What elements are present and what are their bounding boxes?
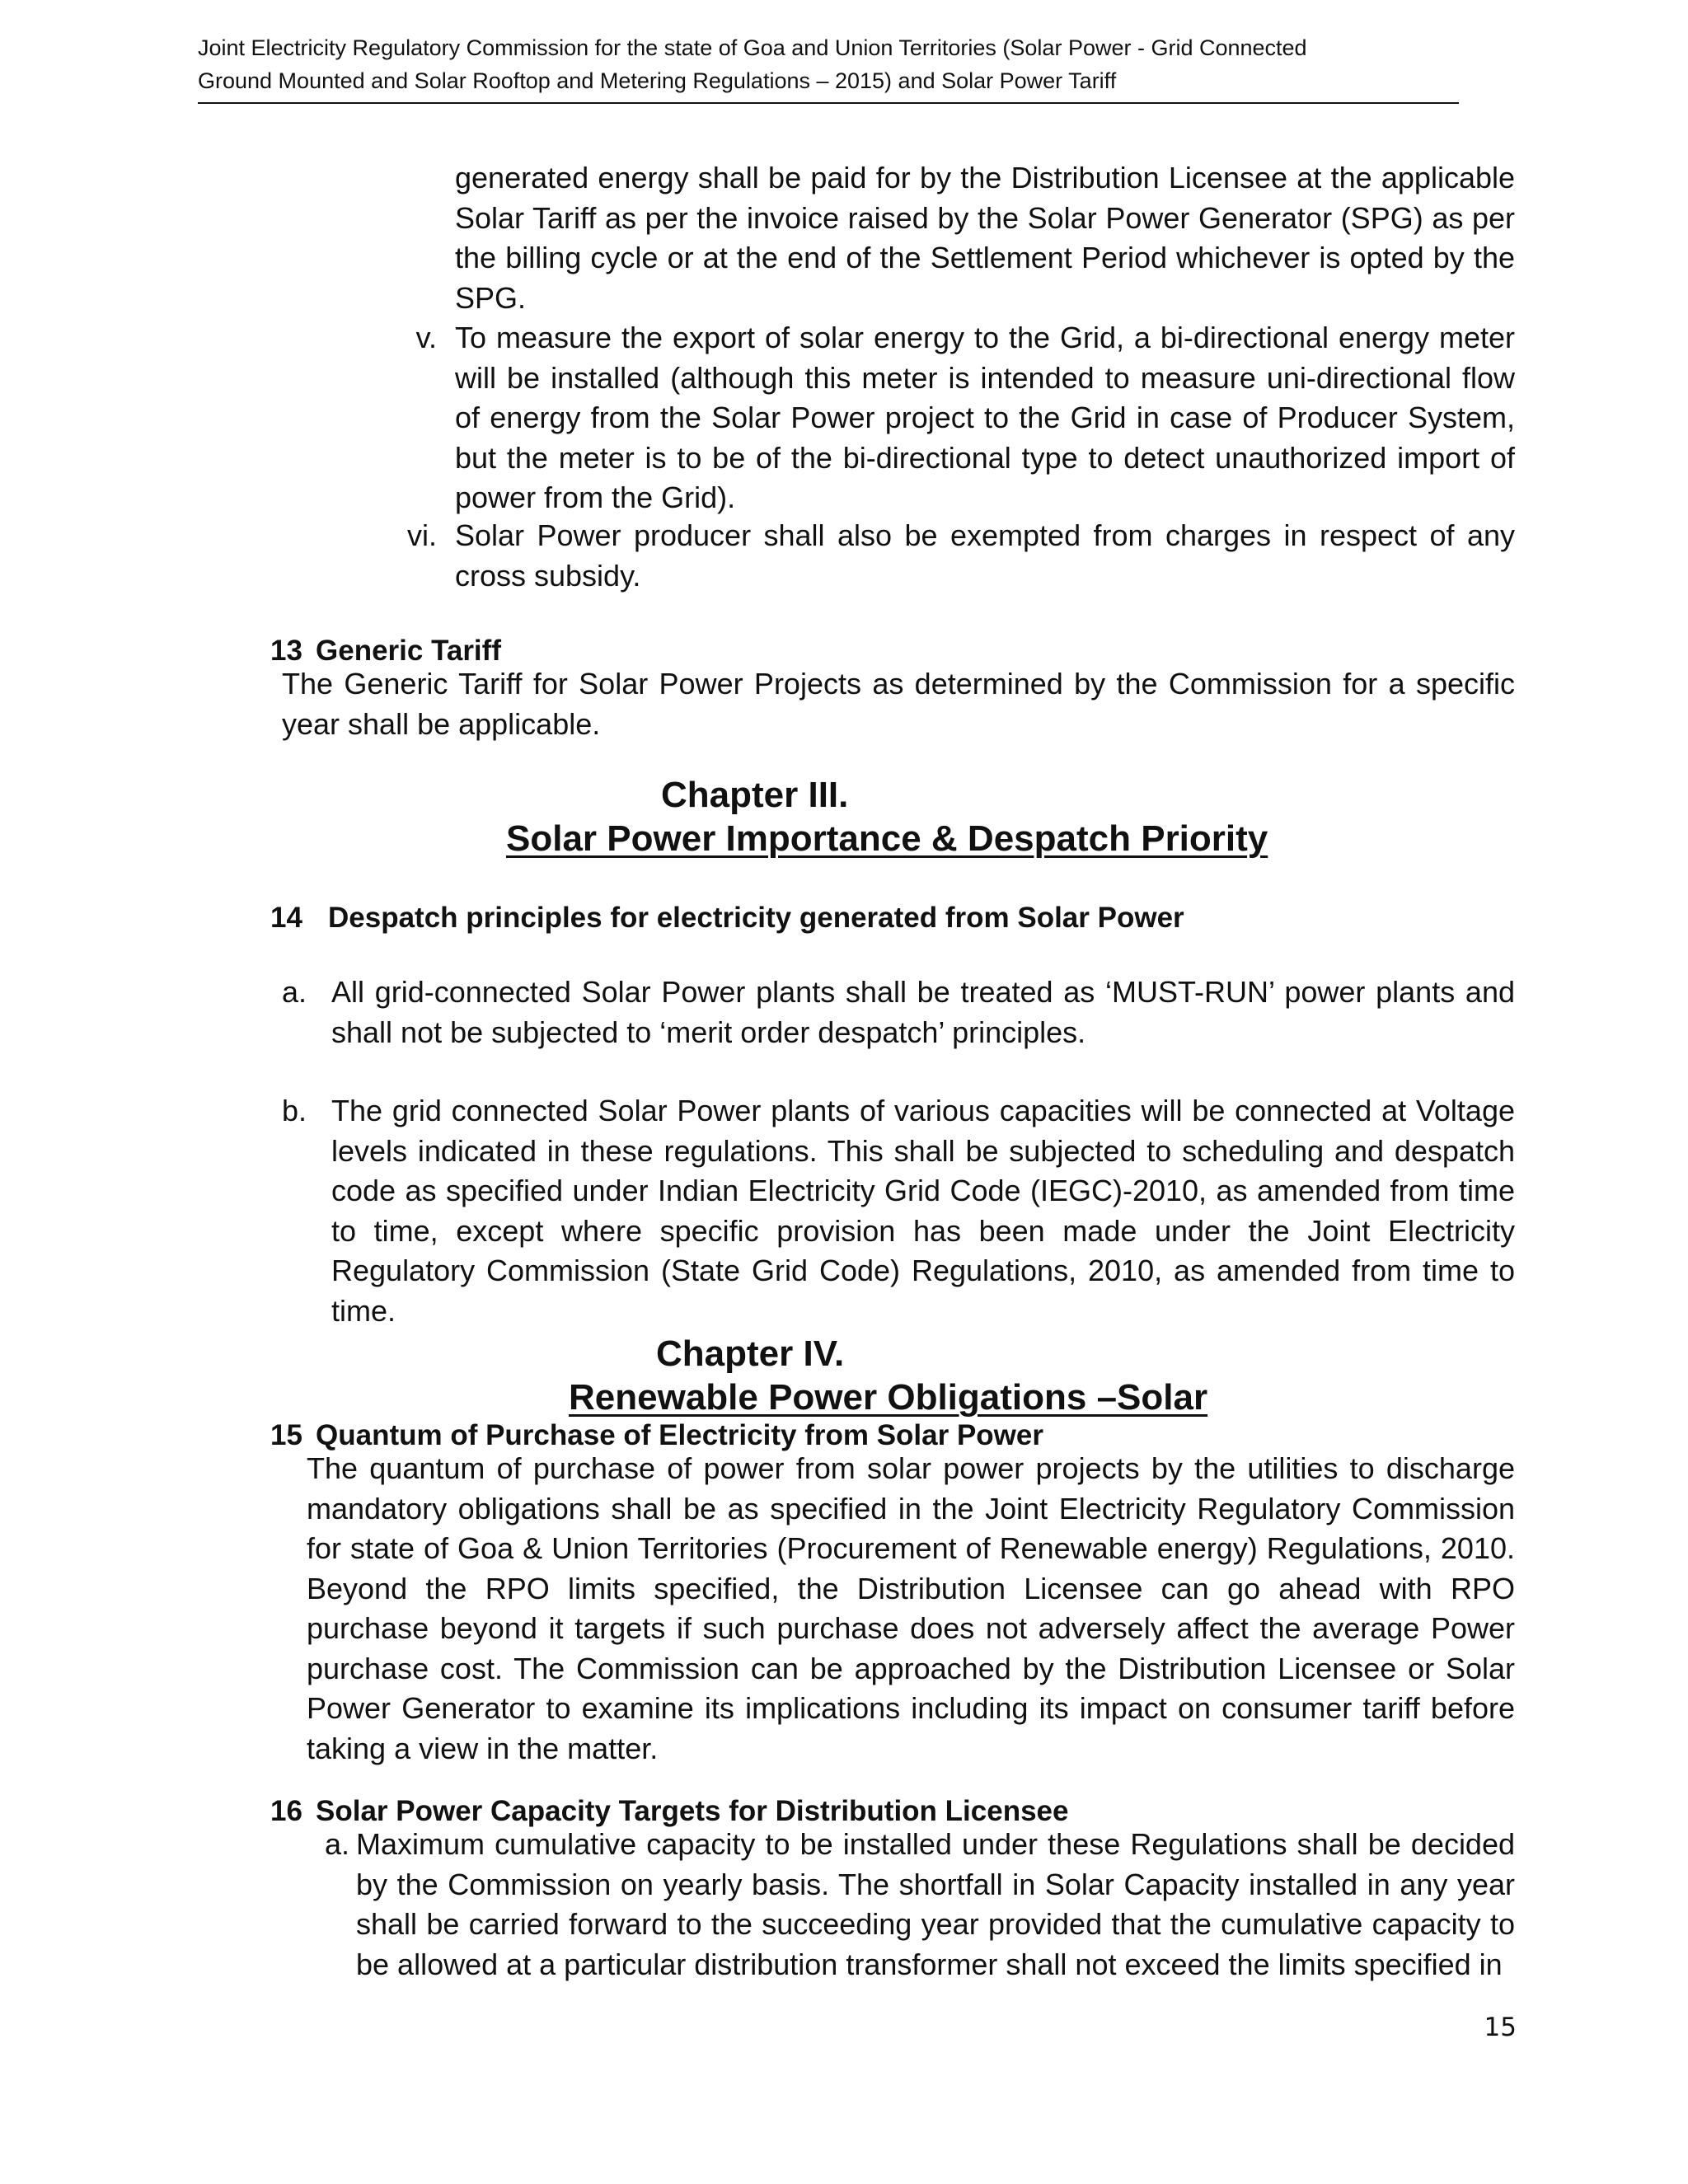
continuation-paragraph: generated energy shall be paid for by the Distribution Licensee at the applicable Solar Tariff as per the invoice raised by the Solar Power Generator (SPG) as per the billing cycle or at the end of the Settlement Period whichever is opted by the SPG. <box>455 161 1515 315</box>
section-14-item-b-text: The grid connected Solar Power plants of various capacities will be connected at Voltage levels indicated in these regulations. This shall be subjected to scheduling and despatch code as specified under Indian Electricity Grid Code (IEGC)-2010, as amended from time to time, except where specific provision has been made under the Joint Electricity Regulatory Commission (State Grid Code) Regulations, 2010, as amended from time to time. <box>331 1094 1515 1328</box>
chapter-3-subtitle: Solar Power Importance & Despatch Priority <box>506 818 1268 859</box>
section-14-marker-a: a. <box>281 975 307 1009</box>
section-13-paragraph: The Generic Tariff for Solar Power Projects as determined by the Commission for a specific year shall be applicable. <box>282 667 1515 741</box>
section-15-title: Quantum of Purchase of Electricity from Solar Power <box>316 1419 1043 1451</box>
chapter-4-subtitle: Renewable Power Obligations –Solar <box>569 1377 1208 1418</box>
section-15-paragraph: The quantum of purchase of power from solar power projects by the utilities to discharge mandatory obligations shall be as specified in the Joint Electricity Regulatory Commission for state of Goa & Union Territories (Procurement of Renewable energy) Regulations, 2010. Beyond the RPO limits specified, the Distribution Licensee can go ahead with RPO purchase beyond it targets if such purchase does not adversely affect the average Power purchase cost. The Commission can be approached by the Distribution Licensee or Solar Power Generator to examine its implications including its impact on consumer tariff before taking a view in the matter. <box>307 1451 1515 1765</box>
section-16-marker-a: a. <box>324 1827 349 1861</box>
section-14-item-a-text: All grid-connected Solar Power plants shall be treated as ‘MUST-RUN’ power plants and shall not be subjected to ‘merit order despatch’ principles. <box>331 975 1515 1049</box>
roman-marker-vi: vi. <box>407 518 437 552</box>
section-15-number: 15 <box>270 1419 302 1451</box>
header-line-2: Ground Mounted and Solar Rooftop and Metering Regulations – 2015) and Solar Power Tariff <box>198 68 1117 93</box>
roman-marker-v: v. <box>415 321 437 354</box>
section-14-title: Despatch principles for electricity generated from Solar Power <box>328 902 1184 934</box>
running-header <box>198 31 1459 97</box>
section-13-title: Generic Tariff <box>316 635 501 667</box>
section-14-marker-b: b. <box>281 1094 307 1127</box>
chapter-4-title: Chapter IV. <box>656 1333 845 1374</box>
section-16-item-a-text: Maximum cumulative capacity to be installed under these Regulations shall be decided by the Commission on yearly basis. The shortfall in Solar Capacity installed in any year shall be carried forward to the succeeding year provided that the cumulative capacity to be allowed at a particular distribution transformer shall not exceed the limits specified in <box>356 1827 1515 1981</box>
section-16-number: 16 <box>270 1795 302 1827</box>
roman-item-v-text: To measure the export of solar energy to the Grid, a bi-directional energy meter will be installed (although this meter is intended to measure uni-directional flow of energy from the Solar Power project to the Grid in case of Producer System, but the meter is to be of the bi-directional type to detect unauthorized import of power from the Grid). <box>455 321 1515 514</box>
section-14-heading <box>270 898 1184 938</box>
header-line-1: Joint Electricity Regulatory Commission for the state of Goa and Union Territories (Solar Power - Grid Connected <box>198 35 1307 60</box>
section-14-number: 14 <box>270 902 302 934</box>
roman-item-vi-text: Solar Power producer shall also be exempted from charges in respect of any cross subsidy. <box>455 518 1515 593</box>
header-divider <box>198 102 1459 104</box>
page-number: 15 <box>1484 2013 1517 2042</box>
section-13-number: 13 <box>270 635 302 667</box>
section-16-title: Solar Power Capacity Targets for Distribution Licensee <box>316 1795 1069 1827</box>
chapter-3-title: Chapter III. <box>661 775 849 815</box>
